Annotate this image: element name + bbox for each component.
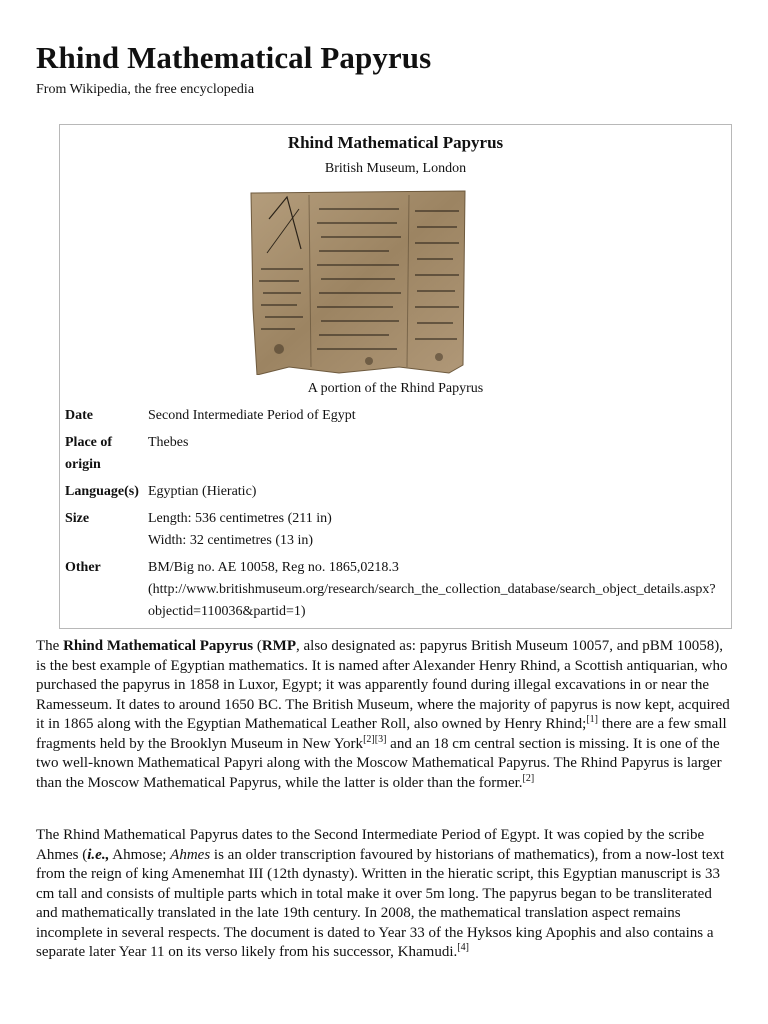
infobox-row-place <box>65 432 728 481</box>
page-subtitle: From Wikipedia, the free encyclopedia <box>36 82 255 97</box>
external-link[interactable]: (http://www.britishmuseum.org/research/search_the_collection_database/search_object_details.aspx? <box>148 582 716 597</box>
row-label: Language(s) <box>65 484 139 499</box>
row-value <box>148 481 728 508</box>
row-label: Date <box>65 408 93 423</box>
text: The <box>36 638 64 654</box>
history-paragraph <box>36 826 736 963</box>
citation-ref[interactable]: [1] <box>586 714 598 725</box>
infobox-row-other <box>65 557 728 623</box>
infobox-subtitle: British Museum, London <box>324 161 467 176</box>
row-value <box>148 557 728 623</box>
text: ( <box>253 638 262 654</box>
row-label: Other <box>65 560 101 575</box>
value-line: Second Intermediate Period of Egypt <box>148 408 356 423</box>
infobox-row-language <box>65 481 728 508</box>
row-value <box>148 405 728 432</box>
value-line[interactable]: Thebes <box>148 435 189 450</box>
external-link[interactable]: objectid=110036&partid=1) <box>148 604 306 619</box>
row-label: Place of origin <box>65 435 113 472</box>
text: The Rhind Mathematical Papyrus dates to the Second Intermediate Period of Egypt. It was copied by the scribe Ahmes ( <box>36 827 705 863</box>
infobox-table <box>65 405 728 623</box>
value-line: BM/Big no. AE 10058, Reg no. 1865,0218.3 <box>148 560 399 575</box>
citation-ref[interactable]: [2] <box>522 772 535 784</box>
infobox <box>59 124 732 629</box>
text: is an older transcription favoured by historians of mathematics), from a now-lost text from the reign of king Amenemhat III (12th dynasty). Written in the hieratic script, this Egyptian manuscript is 33 cm tall and consists of multiple parts which in total make it over 5m long. The papyrus began to be transliterated and mathematically translated in the late 19th century. In 2008, the mathematical translation aspect remains incomplete in several respects. The document is dated to Year 33 of the Hyksos king Apophis and also contains a separate later Year 11 on its verso likely from his successor, Khamudi. <box>36 846 725 960</box>
bold-term: Rhind Mathematical Papyrus <box>63 638 254 654</box>
row-value <box>148 508 728 557</box>
italic-term: i.e., <box>87 846 110 863</box>
row-label: Size <box>65 511 90 526</box>
infobox-caption: A portion of the Rhind Papyrus <box>307 381 484 396</box>
row-value <box>148 432 728 481</box>
citation-ref[interactable]: [3] <box>374 733 387 745</box>
text: , also designated as: papyrus British Museum 10057, and pBM 10058), is the best example of Egyptian mathematics. It is named after Alexander Henry Rhind, a Scottish antiquarian, who purchased the papyrus in 1858 in Luxor, Egypt; it was apparently found during illegal excavations in or near the Ramesseum. It dates to around 1650 BC. The British Museum, where the majority of papyrus is now kept, acquired it in 1865 along with the Egyptian Mathematical Leather Roll, also owned by Henry Rhind; <box>36 638 730 732</box>
papyrus-image[interactable] <box>249 189 467 375</box>
text: and an 18 cm central section is missing. It is one of the two well-known Mathematical Papyri along with the Moscow Mathematical Papyrus. The Rhind Papyrus is larger than the Moscow Mathematical Papyrus, while the latter is older than the former. <box>36 735 722 791</box>
citation-ref[interactable]: [4] <box>457 942 469 953</box>
bold-term: RMP <box>261 638 296 654</box>
infobox-title: Rhind Mathematical Papyrus <box>287 133 504 152</box>
page-title: Rhind Mathematical Papyrus <box>36 40 432 75</box>
text: Ahmose; <box>109 846 171 863</box>
infobox-row-size <box>65 508 728 557</box>
value-line: Length: 536 centimetres (211 in) <box>148 511 332 526</box>
infobox-row-date <box>65 405 728 432</box>
value-line[interactable]: Egyptian (Hieratic) <box>148 484 257 499</box>
intro-paragraph <box>36 637 736 793</box>
value-line: Width: 32 centimetres (13 in) <box>148 533 314 548</box>
text: there are a few small fragments held by the Brooklyn Museum in New York <box>36 716 727 752</box>
italic-term: Ahmes <box>170 846 211 863</box>
citation-ref[interactable]: [2] <box>363 733 375 745</box>
